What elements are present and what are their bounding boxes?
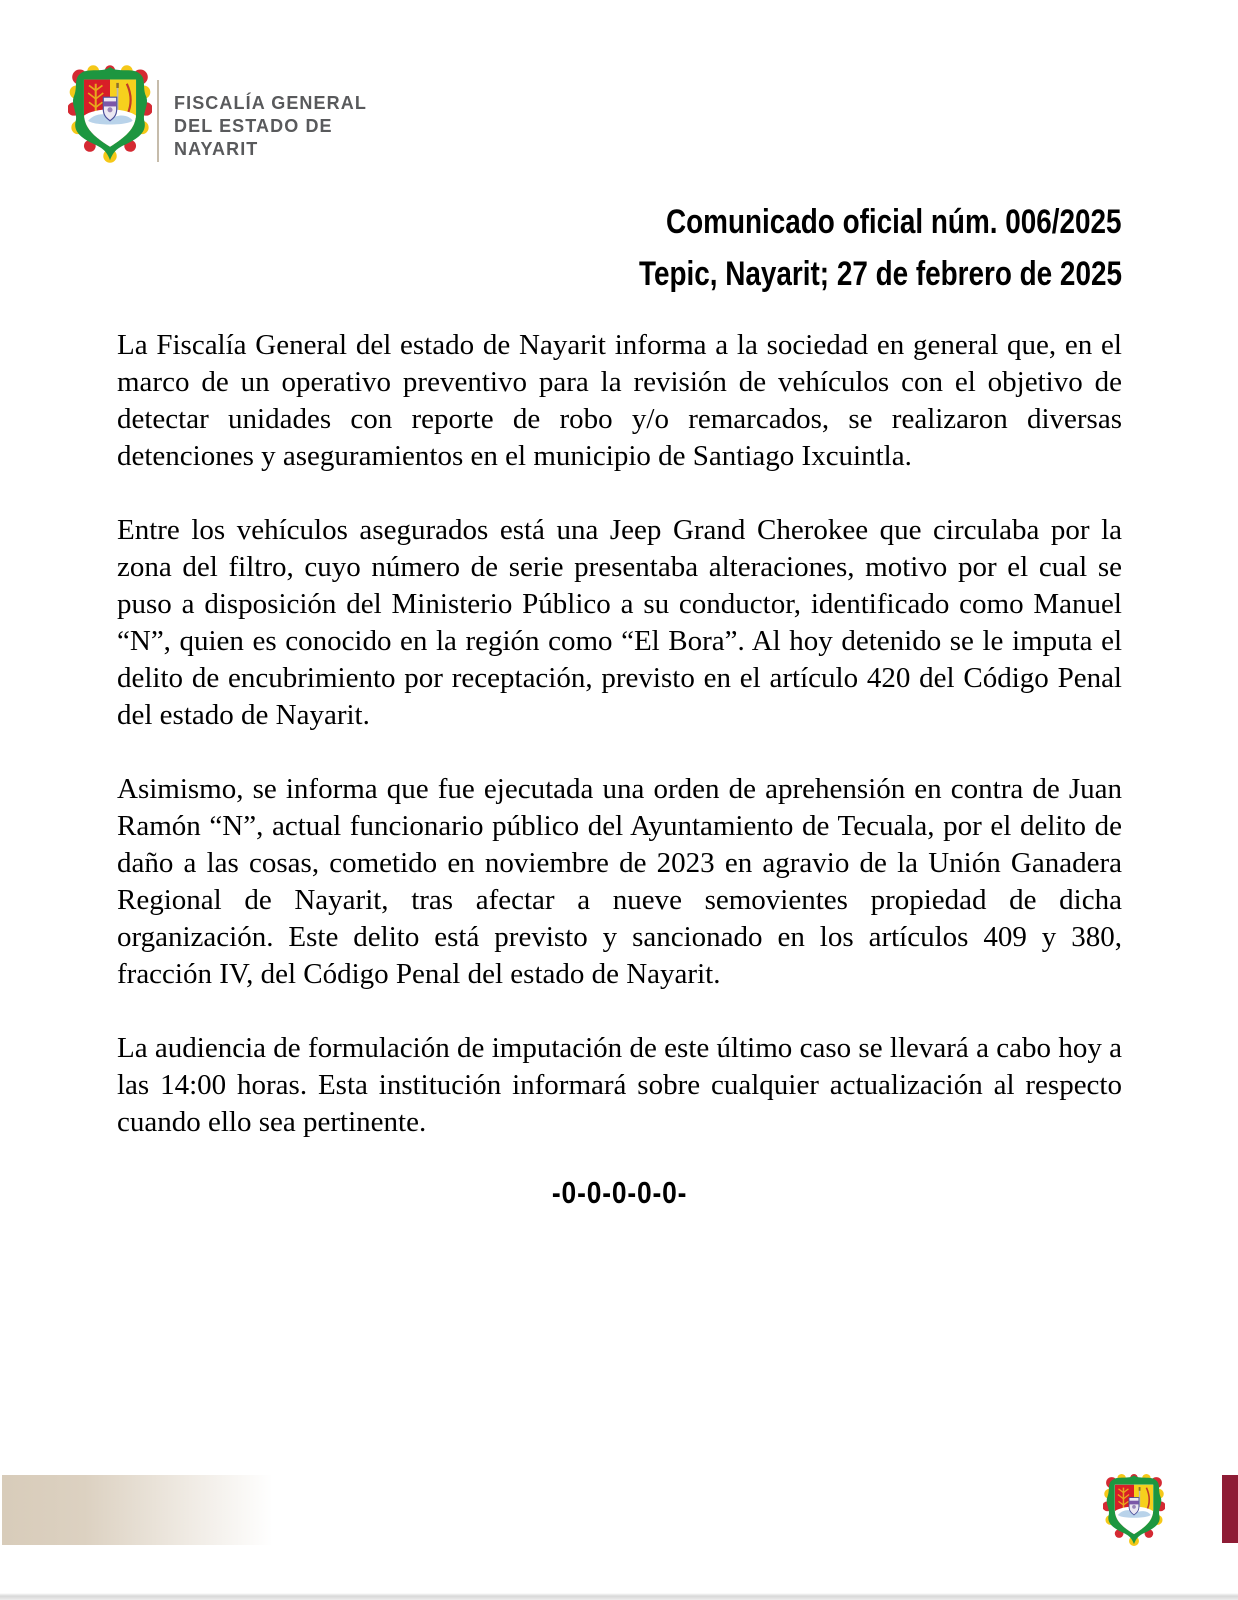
header-divider <box>157 80 159 162</box>
org-name <box>174 92 367 161</box>
nayarit-coat-of-arms-icon <box>1103 1474 1165 1546</box>
footer-maroon-bar <box>1222 1475 1238 1543</box>
document-body <box>117 327 1122 1211</box>
nayarit-coat-of-arms-icon <box>68 64 152 164</box>
paragraph-4: La audiencia de formulación de imputación de este último caso se llevará a cabo hoy a las 14:00 horas. Esta institución informará sobre cualquier actualización al respecto cuando ello sea pertinente. <box>117 1032 1122 1138</box>
footer-gradient-bar <box>2 1475 332 1545</box>
title-line-2: Tepic, Nayarit; 27 de febrero de 2025 <box>639 255 1122 293</box>
document-title <box>117 196 1122 300</box>
title-line-1: Comunicado oficial núm. 006/2025 <box>666 203 1122 241</box>
page-bottom-edge <box>0 1593 1238 1600</box>
closing-marker: -0-0-0-0-0- <box>551 1175 688 1210</box>
org-name-line: FISCALÍA GENERAL <box>174 93 367 113</box>
paragraph-3: Asimismo, se informa que fue ejecutada una orden de aprehensión en contra de Juan Ramón “N”, actual funcionario público del Ayuntamiento de Tecuala, por el delito de daño a las cosas, cometido en noviembre de 2023 en agravio de la Unión Ganadera Regional de Nayarit, tras afectar a nueve semovientes propiedad de dicha organización. Este delito está previsto y sancionado en los artículos 409 y 380, fracción IV, del Código Penal del estado de Nayarit. <box>117 773 1122 990</box>
org-name-line: DEL ESTADO DE <box>174 116 333 136</box>
org-name-line: NAYARIT <box>174 139 259 159</box>
paragraph-1: La Fiscalía General del estado de Nayarit informa a la sociedad en general que, en el marco de un operativo preventivo para la revisión de vehículos con el objetivo de detectar unidades con reporte de robo y/o remarcados, se realizaron diversas detenciones y aseguramientos en el municipio de Santiago Ixcuintla. <box>117 329 1122 472</box>
paragraph-2: Entre los vehículos asegurados está una Jeep Grand Cherokee que circulaba por la zona del filtro, cuyo número de serie presentaba alteraciones, motivo por el cual se puso a disposición del Ministerio Público a su conductor, identificado como Manuel “N”, quien es conocido en la región como “El Bora”. Al hoy detenido se le imputa el delito de encubrimiento por receptación, previsto en el artículo 420 del Código Penal del estado de Nayarit. <box>117 514 1122 731</box>
